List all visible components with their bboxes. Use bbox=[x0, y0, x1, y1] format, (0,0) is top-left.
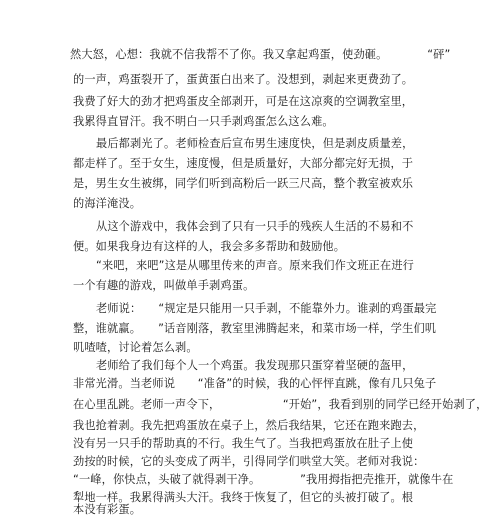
text-line: 的一声，鸡蛋裂开了，蛋黄蛋白出来了。没想到，剥起来更费劲了。 bbox=[73, 73, 414, 86]
text-line: “来吧，来吧”这是从哪里传来的声音。原来我们作文班正在进行 bbox=[96, 259, 415, 272]
text-line: 叽喳喳，讨论着怎么剥。 bbox=[73, 341, 198, 354]
text-line: 劲按的时候，它的头变成了两半，引得同学们哄堂大笑。老师对我说： bbox=[73, 455, 425, 468]
text-line: 便。如果我身边有这样的人，我会多多帮助和鼓励他。 bbox=[73, 240, 346, 253]
text-line: 老师说： “规定是只能用一只手剥，不能靠外力。谁剥的鸡蛋最完 bbox=[96, 302, 437, 315]
text-line: 然大怒，心想：我就不信我帮不了你。我又拿起鸡蛋，使劲砸。 “砰” bbox=[70, 48, 451, 61]
text-line: 整，谁就赢。 ”话音刚落，教室里沸腾起来，和菜市场一样，学生们叽 bbox=[73, 322, 437, 335]
text-line: 都走样了。至于女生，速度慢，但是质量好，大部分都完好无损，于 bbox=[73, 157, 414, 170]
text-line: 一个有趣的游戏，叫做单手剥鸡蛋。 bbox=[73, 279, 255, 292]
text-line: 是，男生女生被绑，同学们听到高粉后一跃三尺高，整个教室被欢乐 bbox=[73, 177, 414, 190]
text-line: 我累得直冒汗。我不明白一只手剥鸡蛋怎么这么难。 bbox=[73, 115, 334, 128]
text-line: 老师给了我们每个人一个鸡蛋。我发现那只蛋穿着坚硬的盔甲， bbox=[96, 359, 414, 372]
text-line: 的海洋淹没。 bbox=[73, 197, 142, 210]
text-line: 在心里乱跳。老师一声令下， “开始”，我看到别的同学已经开始剥了， bbox=[73, 398, 488, 411]
text-line: 本没有彩蛋。 bbox=[73, 503, 142, 516]
text-line: 我费了好大的劲才把鸡蛋皮全部剥开，可是在这凉爽的空调教室里， bbox=[73, 95, 414, 108]
text-line: “一峰，你快点，头破了就得剥干净。 ”我用拇指把壳推开，就像牛在 bbox=[73, 473, 454, 486]
text-line: 非常光滑。当老师说 “准备”的时候，我的心怦怦直跳，像有几只兔子 bbox=[73, 377, 437, 390]
text-line: 犁地一样。我累得满头大汗。我终于恢复了，但它的头被打破了。根 bbox=[73, 491, 414, 504]
text-line: 我也抢着剥。我先把鸡蛋放在桌子上，然后我结果，它还在跑来跑去， bbox=[73, 419, 425, 432]
text-line: 没有另一只手的帮助真的不行。我生气了。当我把鸡蛋放在肚子上使 bbox=[73, 437, 414, 450]
text-line: 最后都剥光了。老师检查后宣布男生速度快，但是剥皮质量差， bbox=[96, 137, 414, 150]
text-line: 从这个游戏中，我体会到了只有一只手的残疾人生活的不易和不 bbox=[96, 220, 414, 233]
